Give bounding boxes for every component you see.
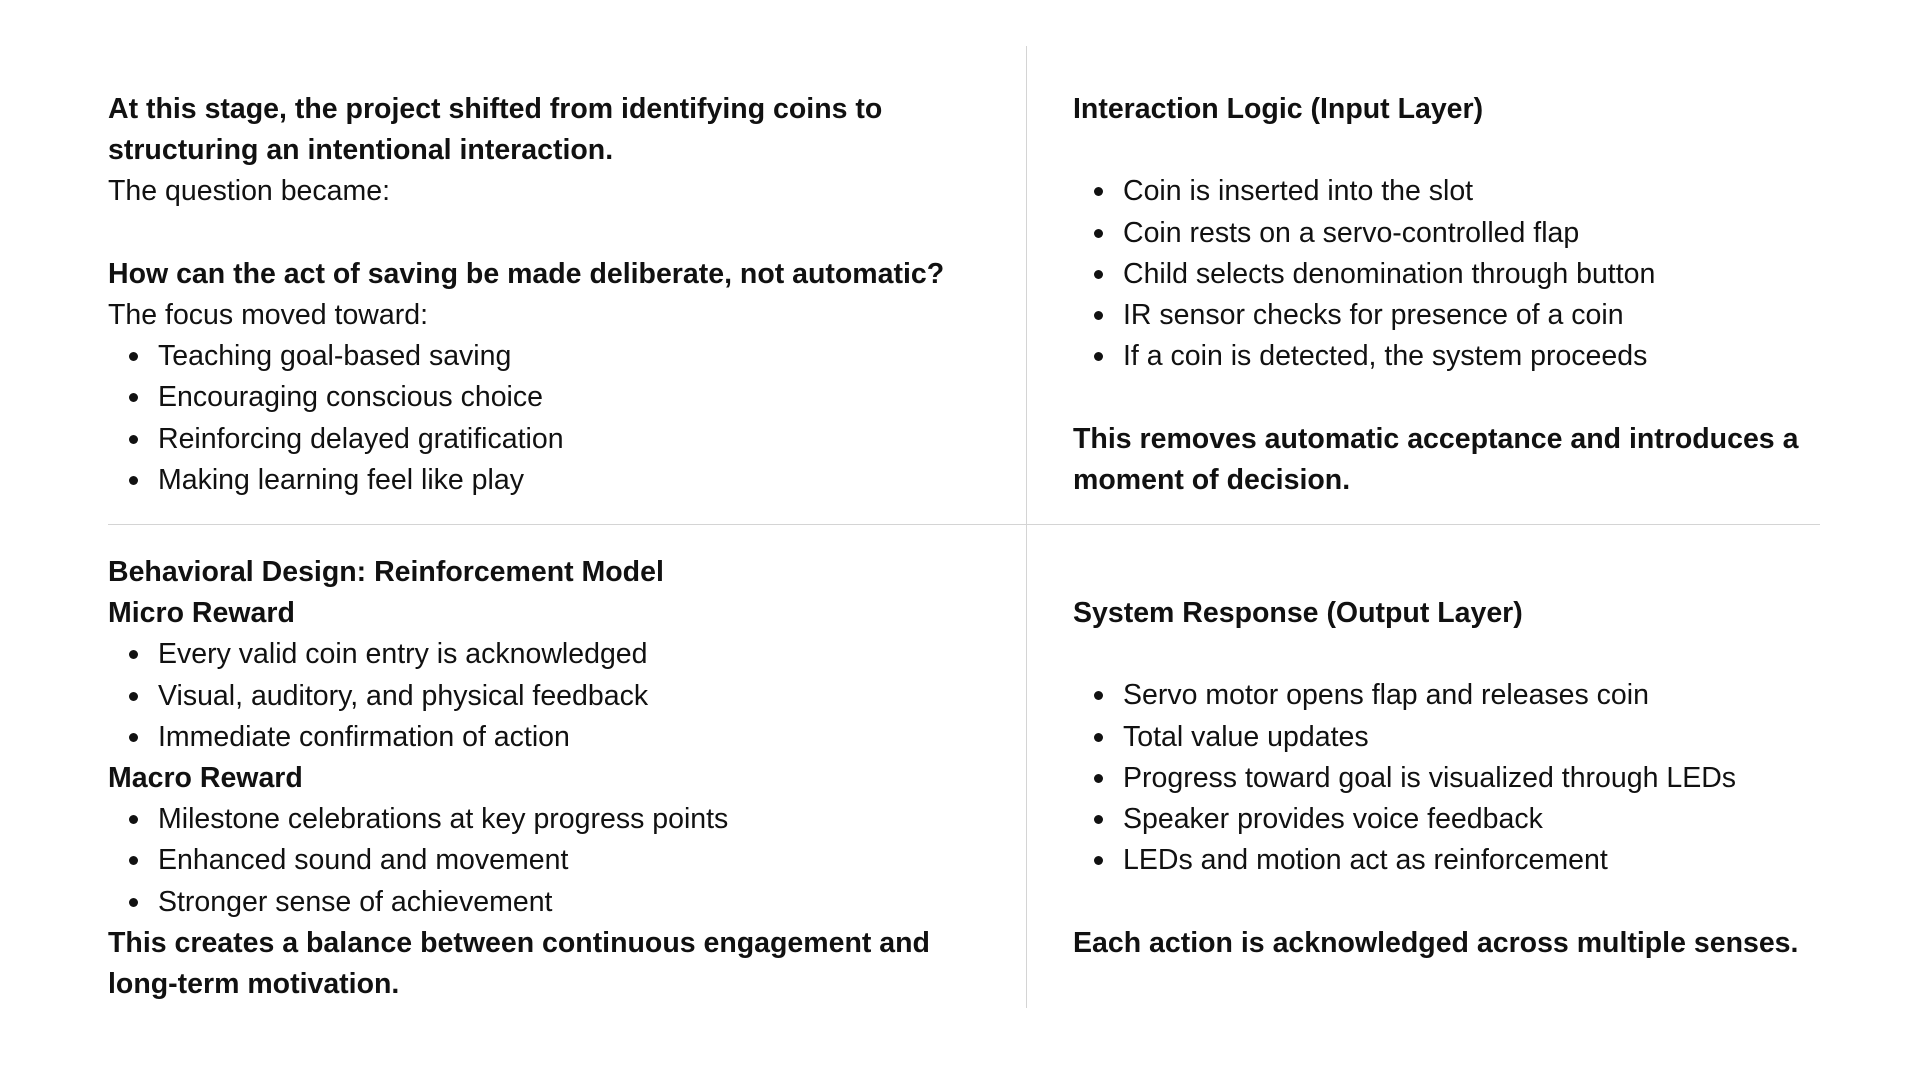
section-conclusion: This removes automatic acceptance and introduces a moment of decision.: [1073, 422, 1799, 496]
list-item: Every valid coin entry is acknowledged: [158, 634, 988, 675]
macro-reward-heading: Macro Reward: [108, 762, 303, 795]
list-item: Coin rests on a servo-controlled flap: [1123, 213, 1833, 254]
list-item: Enhanced sound and movement: [158, 840, 988, 881]
horizontal-divider: [108, 524, 1820, 525]
micro-reward-heading: Micro Reward: [108, 597, 295, 630]
list-item: IR sensor checks for presence of a coin: [1123, 295, 1833, 336]
intro-section: [108, 89, 988, 501]
list-item: Progress toward goal is visualized through LEDs: [1123, 758, 1833, 799]
input-layer-section: [1073, 89, 1833, 501]
macro-reward-list: [108, 799, 988, 923]
spacer: [108, 213, 988, 254]
section-heading: Behavioral Design: Reinforcement Model: [108, 556, 664, 588]
spacer: [1073, 130, 1833, 171]
input-steps-list: [1073, 171, 1833, 377]
focus-intro: The focus moved toward:: [108, 299, 428, 331]
output-steps-list: [1073, 675, 1833, 881]
key-question: How can the act of saving be made deliberate, not automatic?: [108, 257, 945, 290]
section-heading: System Response (Output Layer): [1073, 597, 1523, 629]
list-item: Total value updates: [1123, 717, 1833, 758]
section-conclusion: Each action is acknowledged across multiple senses.: [1073, 926, 1799, 959]
list-item: Immediate confirmation of action: [158, 717, 988, 758]
spacer: [1073, 881, 1833, 922]
intro-statement: At this stage, the project shifted from identifying coins to structuring an intentional interaction.: [108, 93, 883, 167]
section-conclusion: This creates a balance between continuous engagement and long-term motivation.: [108, 926, 930, 1001]
list-item: Encouraging conscious choice: [158, 377, 988, 418]
list-item: Teaching goal-based saving: [158, 336, 988, 377]
vertical-divider: [1026, 46, 1027, 1008]
list-item: Stronger sense of achievement: [158, 882, 988, 923]
list-item: LEDs and motion act as reinforcement: [1123, 840, 1833, 881]
list-item: Making learning feel like play: [158, 460, 988, 501]
section-heading: Interaction Logic (Input Layer): [1073, 93, 1484, 125]
reinforcement-section: [108, 552, 988, 1005]
spacer: [1073, 377, 1833, 418]
focus-list: [108, 336, 988, 501]
output-layer-section: [1073, 593, 1833, 964]
list-item: Coin is inserted into the slot: [1123, 171, 1833, 212]
list-item: Servo motor opens flap and releases coin: [1123, 675, 1833, 716]
list-item: Child selects denomination through button: [1123, 254, 1833, 295]
list-item: If a coin is detected, the system proceeds: [1123, 336, 1833, 377]
list-item: Speaker provides voice feedback: [1123, 799, 1833, 840]
spacer: [1073, 634, 1833, 675]
micro-reward-list: [108, 634, 988, 758]
list-item: Visual, auditory, and physical feedback: [158, 676, 988, 717]
list-item: Reinforcing delayed gratification: [158, 419, 988, 460]
list-item: Milestone celebrations at key progress points: [158, 799, 988, 840]
question-intro: The question became:: [108, 175, 391, 208]
